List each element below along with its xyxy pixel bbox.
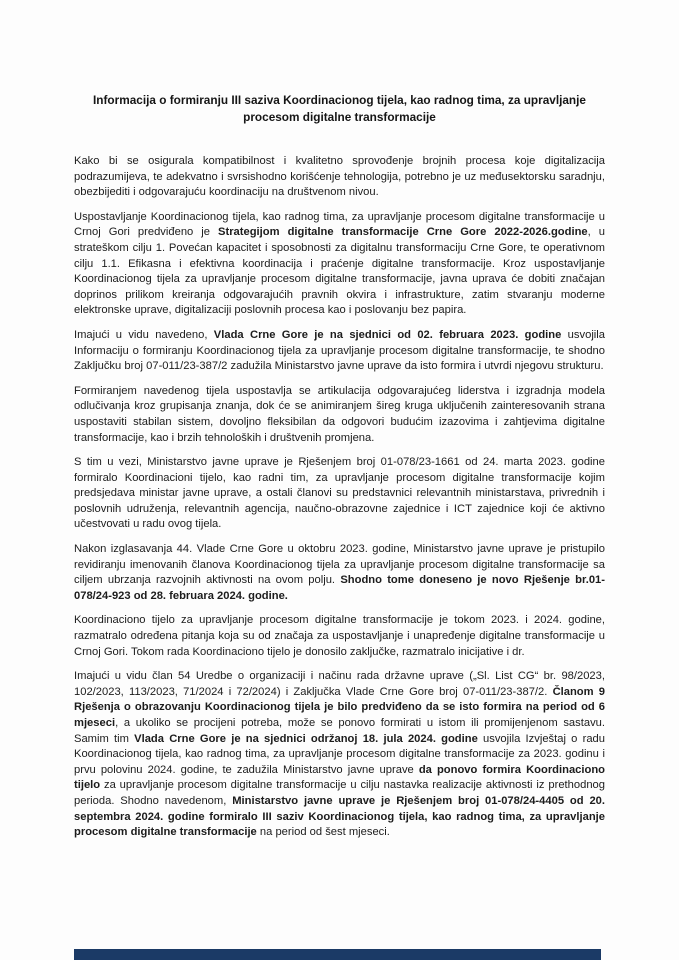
body-text: usvojila Informaciju o formiranju Koordinacionog tijela za upravljanje procesom digitalne transformacije, te shodno Zaključku broj 07-011/23-387/2 zadužila Ministarstvo javne uprave da isto formira i utvrdi njegovu strukturu. xyxy=(74,328,605,373)
bold-text: Članom 9 Rješenja o obrazovanju Koordinacionog tijela je bilo predviđeno da se isto formira na period od 6 mjeseci xyxy=(74,685,605,729)
document-body xyxy=(74,154,605,841)
paragraph xyxy=(74,542,605,604)
body-text: Imajući u vidu navedeno, xyxy=(74,328,214,341)
paragraph xyxy=(74,455,605,533)
body-text: usvojila Izvještaj o radu Koordinacionog tijela, kao radnog tima, za upravljanje procesom digitalne transformacije za 2023. godinu i prvu polovinu 2024. godine, te zadužila Ministarstvo javne uprave xyxy=(74,732,605,776)
body-text: Nakon izglasavanja 44. Vlade Crne Gore u oktobru 2023. godine, Ministarstvo javne uprave je pristupilo revidiranju imenovanih članova Koordinacionog tijela za upravljanje procesom digitalne transformacije sa ciljem ubrzanja razvojnih aktivnosti na ovom polju. xyxy=(74,543,605,587)
body-text: Koordinaciono tijelo za upravljanje procesom digitalne transformacije je tokom 2023. i 2024. godine, razmatralo određena pitanja koja su od značaja za uspostavljanje i unapređenje digitalne transformacije u Crnoj Gori. Tokom rada Koordinaciono tijelo je donosilo zaključke, razmatralo inicijative i dr. xyxy=(74,614,605,658)
bold-text: da ponovo formira Koordinaciono tijelo xyxy=(74,763,605,792)
body-text: za upravljanje procesom digitalne transformacije u cilju nastavka realizacije aktivnosti iz prethodnog perioda. Shodno navedenom, xyxy=(74,779,605,807)
body-text: , u strateškom cilju 1. Povećan kapacitet i sposobnosti za digitalnu transformaciju Crne Gore, te operativnom cilju 1.1. Efikasna i efektivna koordinacija i praćenje digitalne transformacije. Kroz uspostavljanje Koordinacionog tijela za upravljanje procesom digitalne transformacije, javna uprava će dobiti značajan doprinos prilikom kreiranja odgovarajućih pravnih okvira i infrastrukture, zatim stvaranju moderne elektronske uprave, digitalizaciji poslovnih procesa kao i poslovanju bez papira. xyxy=(74,226,605,317)
bold-text: Vlada Crne Gore je na sjednici od 02. februara 2023. godine xyxy=(213,328,562,341)
bold-text: Shodno tome doneseno je novo Rješenje br.01-078/24-923 od 28. februara 2024. godine. xyxy=(74,574,606,602)
paragraph xyxy=(74,613,605,660)
paragraph xyxy=(74,669,605,841)
paragraph xyxy=(74,154,605,201)
bold-text: Strategijom digitalne transformacije Crne Gore 2022-2026.godine xyxy=(218,226,588,239)
body-text: Formiranjem navedenog tijela uspostavlja se artikulacija odgovarajućeg liderstva i izgradnja modela odlučivanja kroz grupisanja znanja, dok će se animiranjem šireg kruga uključenih zainteresovanih strana uspostaviti stabilan sistem, dovoljno fleksibilan da odgovori budućim izazovima i zahtjevima digitalne transformacije, kao i brzih tehnoloških i društvenih promjena. xyxy=(74,384,605,444)
document-title: Informacija o formiranju III saziva Koordinacionog tijela, kao radnog tima, za upravljanje procesom digitalne transformacije xyxy=(93,93,586,124)
footer-bar xyxy=(74,949,601,960)
bold-text: Ministarstvo javne uprave je Rješenjem broj 01-078/24-4405 od 20. septembra 2024. godine formiralo III saziv Koordinacionog tijela, kao radnog tima, za upravljanje procesom digitalne transformacije xyxy=(74,794,606,839)
paragraph xyxy=(74,384,605,446)
paragraph xyxy=(74,328,605,375)
body-text: S tim u vezi, Ministarstvo javne uprave je Rješenjem broj 01-078/23-1661 od 24. marta 2023. godine formiralo Koordinacioni tijelo, kao radni tim, za upravljanje procesom digitalne transformacije kojim predsjedava ministar javne uprave, a ostali članovi su predstavnici relevantnih ministarstava, privrednih i poslovnih udruženja, relevantnih agencija, naučno-obrazovne zajednice i ICT zajednice koji će aktivno učestvovati u radu ovog tijela. xyxy=(74,456,605,531)
body-text: Uspostavljanje Koordinacionog tijela, kao radnog tima, za upravljanje procesom digitalne transformacije u Crnoj Gori predviđeno je xyxy=(74,210,605,239)
body-text: na period od šest mjeseci. xyxy=(256,826,390,839)
paragraph xyxy=(74,210,605,319)
body-text: Kako bi se osigurala kompatibilnost i kvalitetno sprovođenje brojnih procesa koje digitalizacija podrazumijeva, te adekvatno i svrsishodno korišćenje tehnologija, potrebno je uz međusektorsku saradnju, obezbijediti i odgovarajuću koordinaciju na društvenom nivou. xyxy=(74,155,605,199)
body-text: , a ukoliko se procijeni potreba, može se ponovo formirati u istom ili promijenjenom sastavu. Samim tim xyxy=(74,717,605,745)
body-text: Imajući u vidu član 54 Uredbe o organizaciji i načinu rada državne uprave („Sl. List CG“ br. 98/2023, 102/2023, 113/2023, 71/2024 i 72/2024) i Zaključka Vlade Crne Gore broj 07-011/23-387/2. xyxy=(74,670,605,698)
bold-text: Vlada Crne Gore je na sjednici održanoj 18. jula 2024. godine xyxy=(134,732,478,745)
